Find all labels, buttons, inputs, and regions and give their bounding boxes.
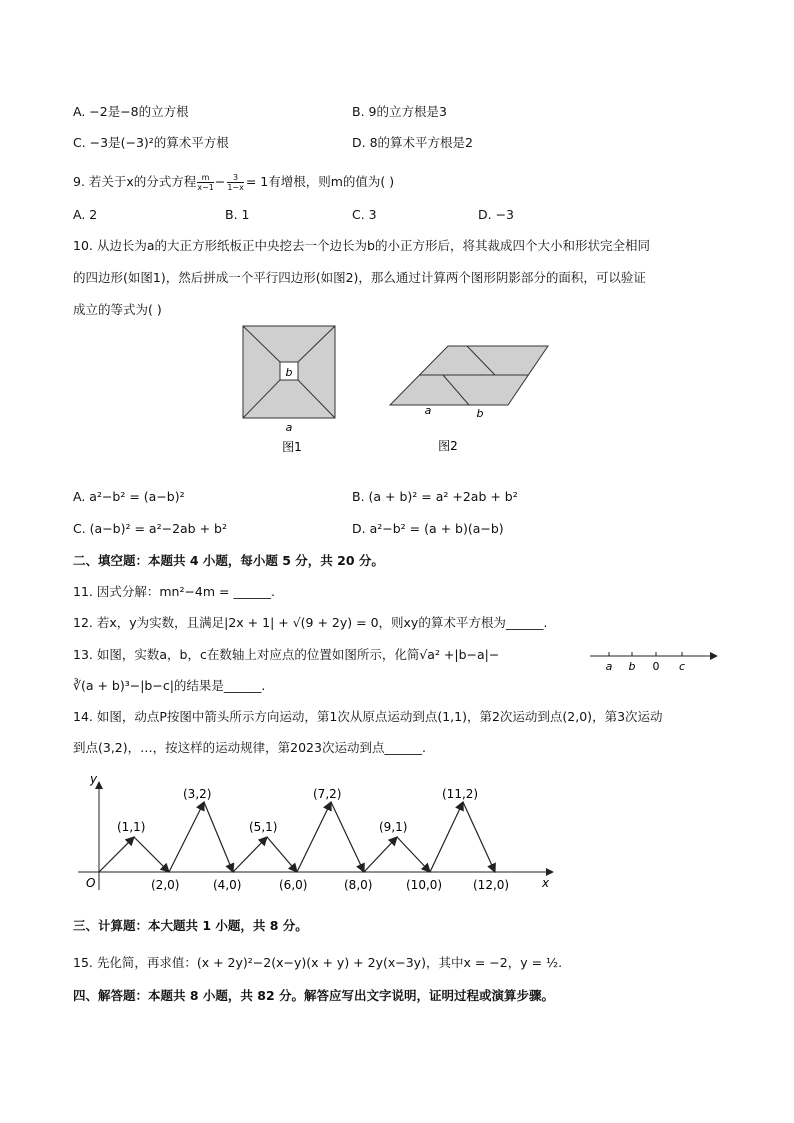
point-label: (3,2) — [183, 787, 212, 801]
q9-option-a: A. 2 — [73, 207, 98, 222]
fig1-inner-label: b — [285, 366, 293, 379]
fig2-label-b: b — [476, 407, 484, 420]
q10-line-3: 成立的等式为( ) — [73, 302, 162, 317]
axis-point-label: (8,0) — [344, 878, 373, 892]
segment — [463, 802, 495, 872]
q13-line-1: 13. 如图，实数a，b，c在数轴上对应点的位置如图所示，化简√a² +|b−a|− — [73, 647, 500, 662]
segment — [397, 837, 430, 872]
q12: 12. 若x，y为实数，且满足|2x + 1| + √(9 + 2y) = 0，则xy的算术平方根为______. — [73, 615, 548, 630]
origin-label: O — [86, 876, 96, 890]
section-4-heading: 四、解答题：本题共 8 小题，共 82 分。解答应写出文字说明，证明过程或演算步骤。 — [73, 988, 555, 1003]
q9-option-b: B. 1 — [225, 207, 250, 222]
segment — [169, 802, 204, 872]
q9-option-c: C. 3 — [352, 207, 377, 222]
axis-point-label: (12,0) — [473, 878, 510, 892]
section-2-heading: 二、填空题：本题共 4 小题，每小题 5 分，共 20 分。 — [73, 553, 384, 568]
axis-point-label: (10,0) — [406, 878, 443, 892]
figure-1 — [238, 320, 343, 460]
axis-point-label: (6,0) — [279, 878, 308, 892]
point-label: (5,1) — [249, 820, 278, 834]
point-label: (11,2) — [442, 787, 479, 801]
q10-option-b: B. (a + b)² = a² +2ab + b² — [352, 489, 518, 504]
segment — [364, 837, 397, 872]
segment — [134, 837, 169, 872]
fig1-side-label: a — [285, 421, 293, 434]
number-line-arrow — [710, 652, 718, 660]
q9-fraction-1 — [197, 173, 214, 192]
label-b: b — [628, 660, 636, 673]
q14-line-2: 到点(3,2)，…，按这样的运动规律，第2023次运动到点______. — [73, 740, 426, 755]
fig2-caption: 图2 — [438, 439, 458, 453]
fig1-caption: 图1 — [282, 440, 302, 454]
q10-line-1: 10. 从边长为a的大正方形纸板正中央挖去一个边长为b的小正方形后，将其裁成四个大小和形状完全相同 — [73, 238, 650, 253]
axis-point-label: (4,0) — [213, 878, 242, 892]
y-axis-label: y — [90, 772, 98, 786]
segment — [331, 802, 364, 872]
q9-minus: − — [214, 174, 226, 189]
segment — [99, 837, 134, 872]
q11: 11. 因式分解：mn²−4m = ______. — [73, 584, 275, 599]
point-label: (1,1) — [117, 820, 146, 834]
label-0: 0 — [652, 660, 660, 673]
x-axis-arrow — [546, 868, 554, 876]
label-c: c — [678, 660, 686, 673]
fig2-label-a: a — [424, 404, 432, 417]
q10-option-c: C. (a−b)² = a²−2ab + b² — [73, 521, 227, 536]
q9-frac2-num: 3 — [227, 173, 244, 183]
segment — [233, 837, 267, 872]
q10-option-a: A. a²−b² = (a−b)² — [73, 489, 185, 504]
q13-number-line — [585, 646, 725, 676]
point-label: (7,2) — [313, 787, 342, 801]
point-label: (9,1) — [379, 820, 408, 834]
segment — [297, 802, 331, 872]
q9-fraction-2 — [227, 173, 244, 192]
q9-frac1-num: m — [197, 173, 214, 183]
figure-2 — [385, 340, 555, 460]
q8-option-a: A. −2是−8的立方根 — [73, 104, 189, 119]
q10-line-2: 的四边形(如图1)，然后拼成一个平行四边形(如图2)，那么通过计算两个图形阴影部分的面积，可以验证 — [73, 270, 646, 285]
q8-option-d: D. 8的算术平方根是2 — [352, 135, 473, 150]
q9-stem — [73, 173, 394, 192]
segment — [204, 802, 233, 872]
q9-option-d: D. −3 — [478, 207, 514, 222]
label-a: a — [605, 660, 613, 673]
q10-option-d: D. a²−b² = (a + b)(a−b) — [352, 521, 504, 536]
x-axis-label: x — [542, 876, 550, 890]
q9-stem-pre: 9. 若关于x的分式方程 — [73, 174, 197, 189]
q15: 15. 先化简，再求值：(x + 2y)²−2(x−y)(x + y) + 2y(x−3y)，其中x = −2，y = ½. — [73, 955, 563, 970]
q14-line-1: 14. 如图，动点P按图中箭头所示方向运动，第1次从原点运动到点(1,1)，第2次运动到点(2,0)，第3次运动 — [73, 709, 663, 724]
q8-option-c: C. −3是(−3)²的算术平方根 — [73, 135, 229, 150]
q13-line-2: ∛(a + b)³−|b−c|的结果是______. — [73, 678, 266, 693]
q9-stem-post: = 1有增根，则m的值为( ) — [245, 174, 395, 189]
q9-frac2-den: 1−x — [227, 183, 244, 192]
section-3-heading: 三、计算题：本大题共 1 小题，共 8 分。 — [73, 918, 308, 933]
q14-path-figure — [70, 765, 560, 900]
axis-point-label: (2,0) — [151, 878, 180, 892]
segment — [267, 837, 297, 872]
motion-path — [99, 802, 495, 872]
q9-frac1-den: x−1 — [197, 183, 214, 192]
q8-option-b: B. 9的立方根是3 — [352, 104, 447, 119]
segment — [430, 802, 463, 872]
